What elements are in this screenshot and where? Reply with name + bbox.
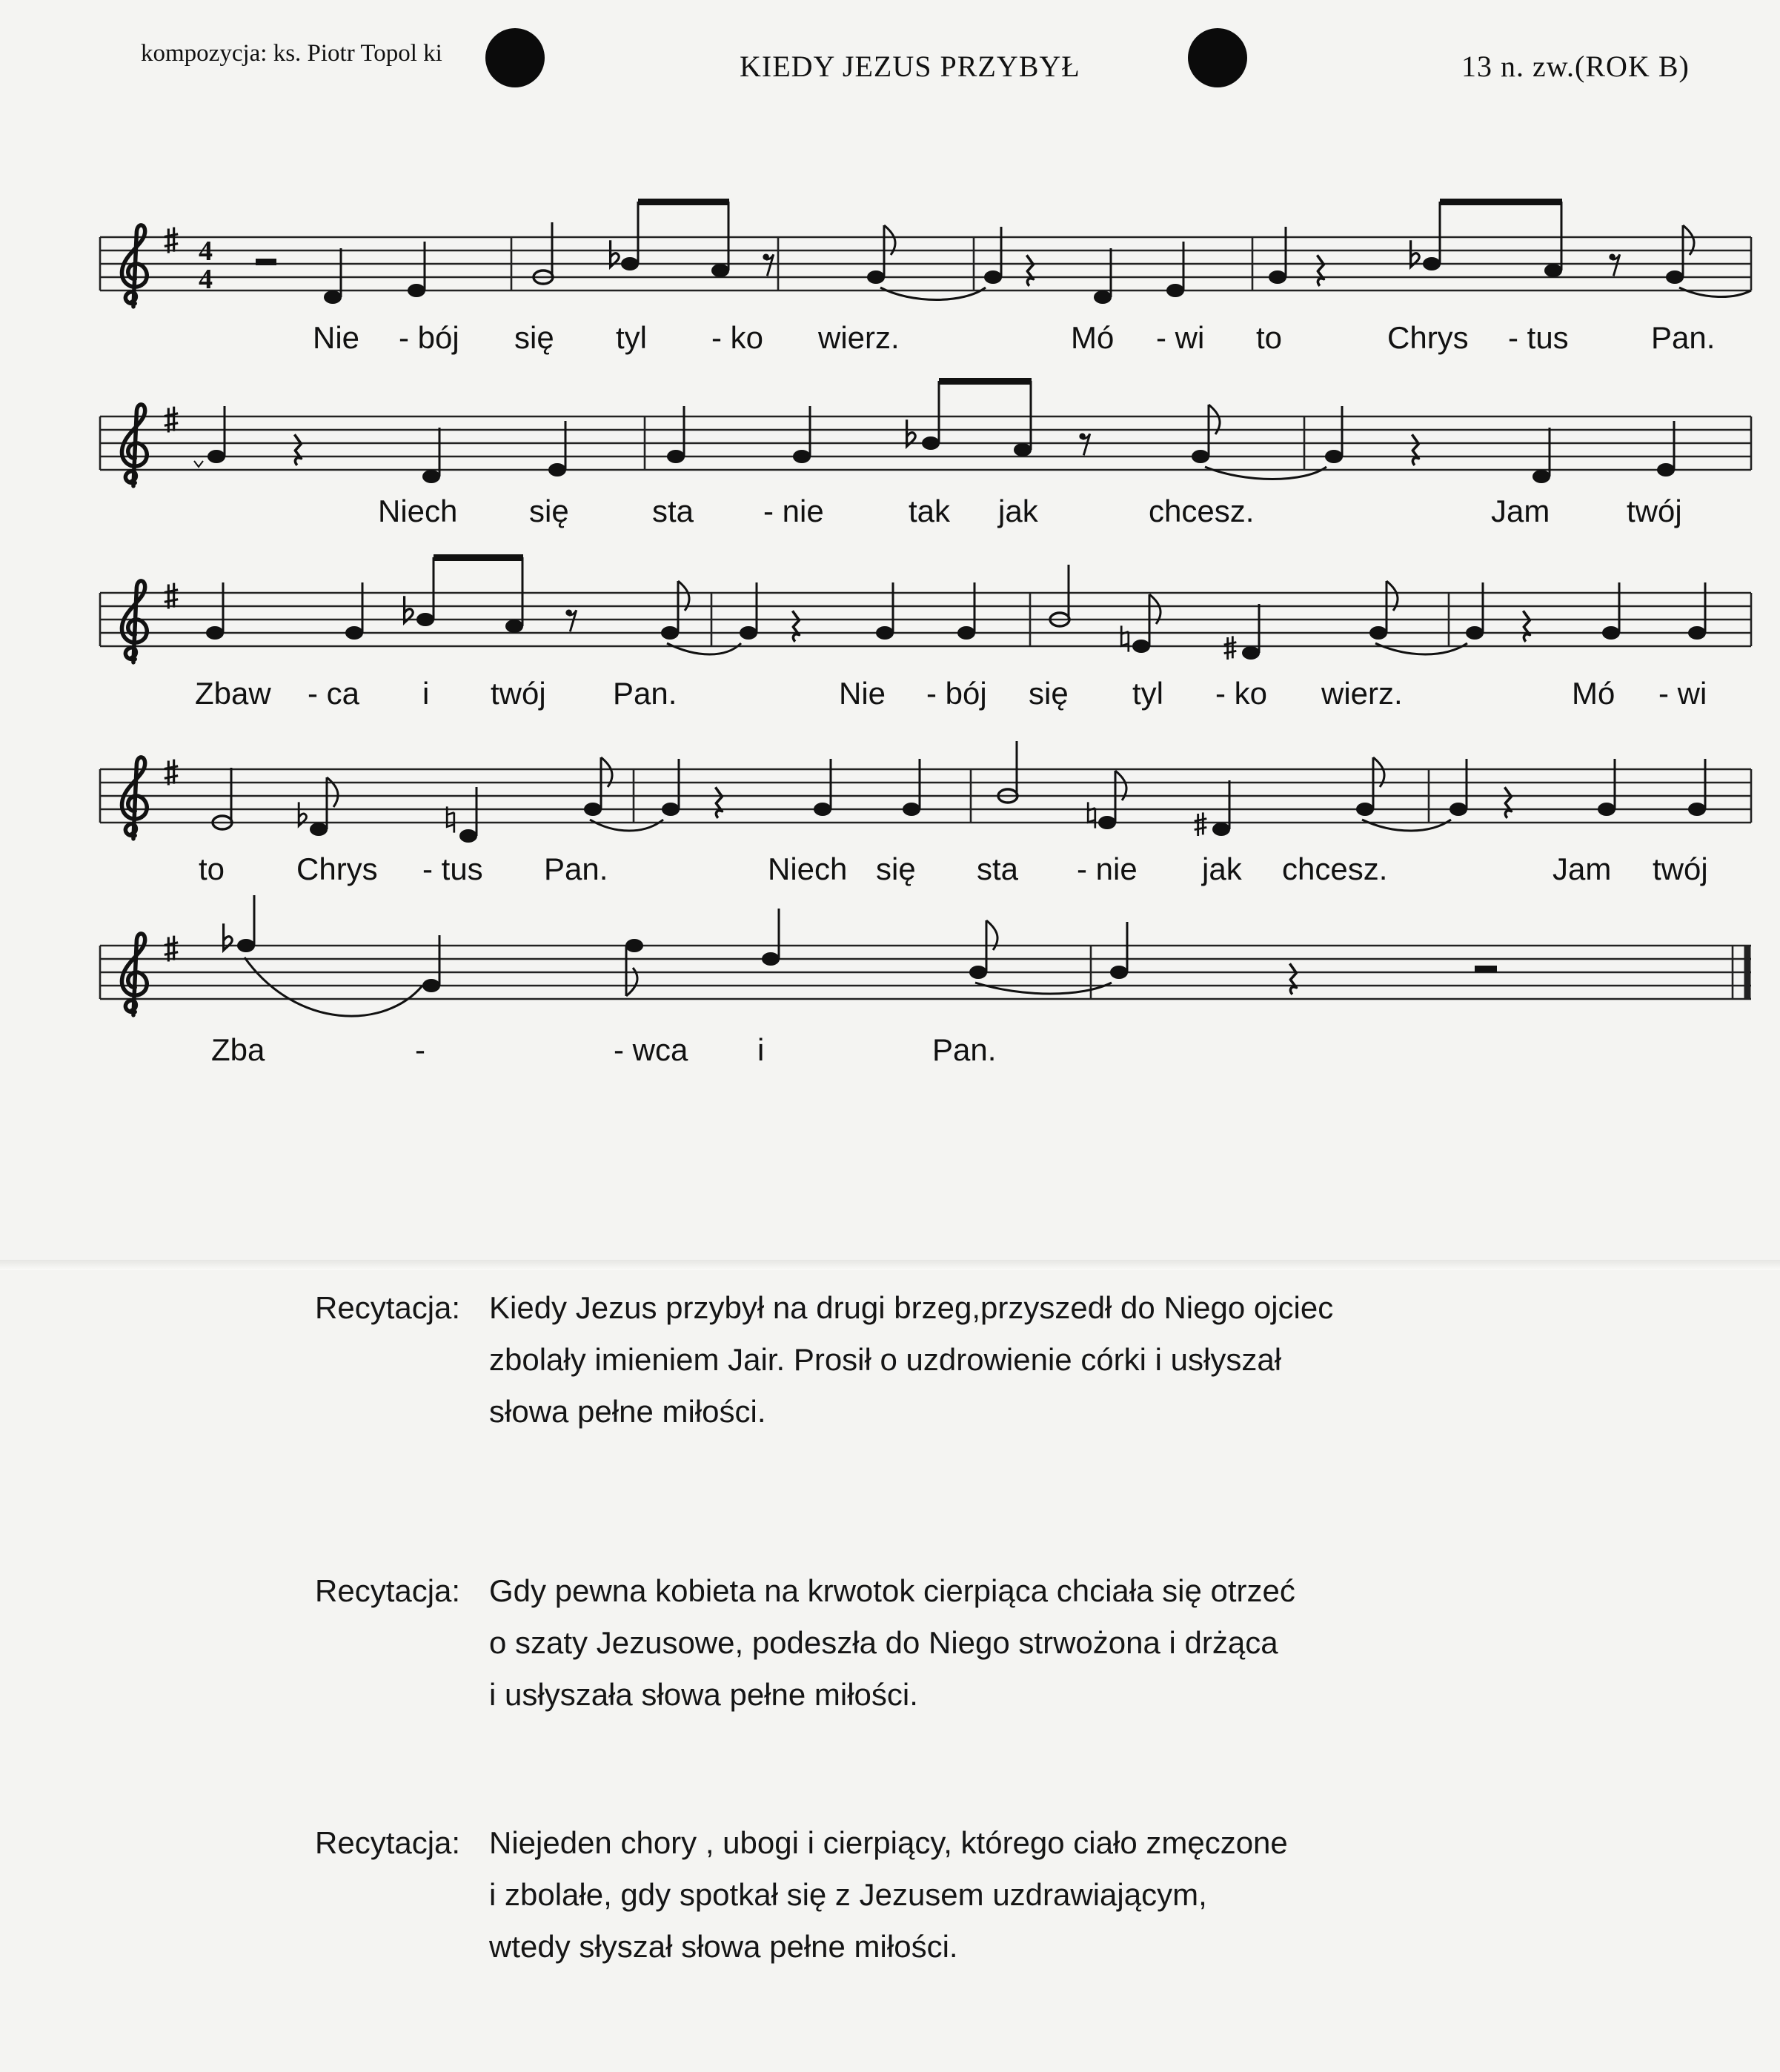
lyric-syllable: - ko <box>1215 676 1268 711</box>
lyric-syllable: sta <box>652 494 694 528</box>
sharp-icon <box>165 760 178 786</box>
lyric-syllable: Nie <box>313 320 360 355</box>
lyric-syllable: Pan. <box>932 1032 997 1067</box>
lyric-syllable: wierz. <box>818 320 900 355</box>
lyrics-system-4 <box>199 851 1708 886</box>
lyric-syllable: - wi <box>1156 320 1205 355</box>
lyric-syllable: - nie <box>763 494 824 528</box>
lyric-syllable: jak <box>1202 851 1242 886</box>
lyric-syllable: Chrys <box>296 851 378 886</box>
lyric-syllable: chcesz. <box>1149 494 1255 528</box>
staff-system-3 <box>100 554 1751 711</box>
lyric-syllable: się <box>876 851 916 886</box>
lyric-syllable: chcesz. <box>1282 851 1388 886</box>
notes <box>213 741 1706 843</box>
lyric-syllable: twój <box>491 676 546 711</box>
staff-system-1 <box>100 199 1751 355</box>
recitation-line: o szaty Jezusowe, podeszła do Niego strwożona i drżąca <box>489 1625 1278 1660</box>
recitation-label: Recytacja: <box>315 1290 461 1325</box>
recitation-3 <box>315 1817 1590 1973</box>
composer-credit: kompozycja: ks. Piotr Topol ki <box>141 40 442 67</box>
lyric-syllable: i <box>757 1032 765 1067</box>
notes <box>224 895 1497 1016</box>
staff-lines <box>100 237 1751 290</box>
lyrics-system-3 <box>195 676 1707 711</box>
lyric-syllable: Niech <box>378 494 458 528</box>
recitation-1 <box>315 1282 1590 1438</box>
recitation-line: Niejeden chory , ubogi i cierpiący, którego ciało zmęczone <box>489 1825 1288 1860</box>
lyrics-system-5 <box>211 1032 996 1067</box>
lyric-syllable: Mó <box>1572 676 1615 711</box>
lyric-syllable: - ko <box>711 320 764 355</box>
lyric-syllable: - wi <box>1658 676 1707 711</box>
lyric-syllable: - wca <box>614 1032 688 1067</box>
staff-lines <box>100 593 1751 646</box>
lyric-syllable: twój <box>1627 494 1682 528</box>
recitation-line: i zbolałe, gdy spotkał się z Jezusem uzdrawiającym, <box>489 1877 1207 1912</box>
recitation-label: Recytacja: <box>315 1825 461 1860</box>
lyric-syllable: - bój <box>926 676 987 711</box>
recitation-2 <box>315 1565 1590 1721</box>
lyric-syllable: tak <box>909 494 951 528</box>
half-rest <box>1475 966 1497 972</box>
time-signature-bottom: 4 <box>199 264 213 295</box>
lyric-syllable: twój <box>1653 851 1708 886</box>
liturgical-week: 13 n. zw.(ROK B) <box>1461 50 1690 83</box>
staff-lines <box>100 769 1751 823</box>
recitation-line: Kiedy Jezus przybył na drugi brzeg,przyszedł do Niego ojciec <box>489 1290 1334 1325</box>
lyric-syllable: Zba <box>211 1032 265 1067</box>
lyric-syllable: się <box>514 320 554 355</box>
lyric-syllable: - ca <box>308 676 360 711</box>
half-rest <box>256 259 276 265</box>
lyric-syllable: Niech <box>768 851 848 886</box>
lyrics-system-2 <box>378 494 1682 528</box>
lyric-syllable: - tus <box>422 851 483 886</box>
staff-lines <box>100 946 1751 999</box>
sharp-icon <box>165 936 178 962</box>
recitation-label: Recytacja: <box>315 1573 461 1608</box>
lyric-syllable: Mó <box>1071 320 1115 355</box>
lyric-syllable: Jam <box>1552 851 1612 886</box>
staff-system-2 <box>100 378 1751 528</box>
lyric-syllable: Pan. <box>1651 320 1716 355</box>
lyric-syllable: Pan. <box>544 851 608 886</box>
lyric-syllable: to <box>1256 320 1283 355</box>
sharp-icon <box>165 228 178 253</box>
recitation-line: zbolały imieniem Jair. Prosił o uzdrowienie córki i usłyszał <box>489 1342 1282 1377</box>
lyric-syllable: to <box>199 851 225 886</box>
lyric-syllable: jak <box>998 494 1038 528</box>
lyric-syllable: Chrys <box>1387 320 1469 355</box>
lyric-syllable: się <box>1029 676 1069 711</box>
sharp-icon <box>165 583 178 609</box>
lyric-syllable: Pan. <box>613 676 677 711</box>
lyric-syllable: sta <box>977 851 1019 886</box>
lyric-syllable: - tus <box>1508 320 1569 355</box>
time-signature-top: 4 <box>199 236 213 267</box>
lyric-syllable: - <box>415 1032 425 1067</box>
recitation-line: i usłyszała słowa pełne miłości. <box>489 1677 918 1712</box>
lyric-syllable: - nie <box>1077 851 1138 886</box>
sharp-icon <box>165 407 178 433</box>
lyric-syllable: Jam <box>1491 494 1550 528</box>
lyric-syllable: i <box>422 676 430 711</box>
lyric-syllable: tyl <box>1132 676 1163 711</box>
paper-fold-line <box>0 1260 1780 1270</box>
lyric-syllable: - bój <box>399 320 459 355</box>
recitation-line: wtedy słyszał słowa pełne miłości. <box>489 1929 958 1964</box>
lyric-syllable: wierz. <box>1321 676 1403 711</box>
recitation-line: Gdy pewna kobieta na krwotok cierpiąca chciała się otrzeć <box>489 1573 1295 1608</box>
lyric-syllable: Zbaw <box>195 676 271 711</box>
recitation-line: słowa pełne miłości. <box>489 1394 766 1429</box>
staff-system-5 <box>100 895 1751 1067</box>
lyric-syllable: tyl <box>616 320 647 355</box>
lyrics-system-1 <box>313 320 1715 355</box>
song-title: KIEDY JEZUS PRZYBYŁ <box>740 50 1080 83</box>
lyric-syllable: Nie <box>839 676 886 711</box>
lyric-syllable: się <box>529 494 569 528</box>
staff-system-4 <box>100 741 1751 886</box>
